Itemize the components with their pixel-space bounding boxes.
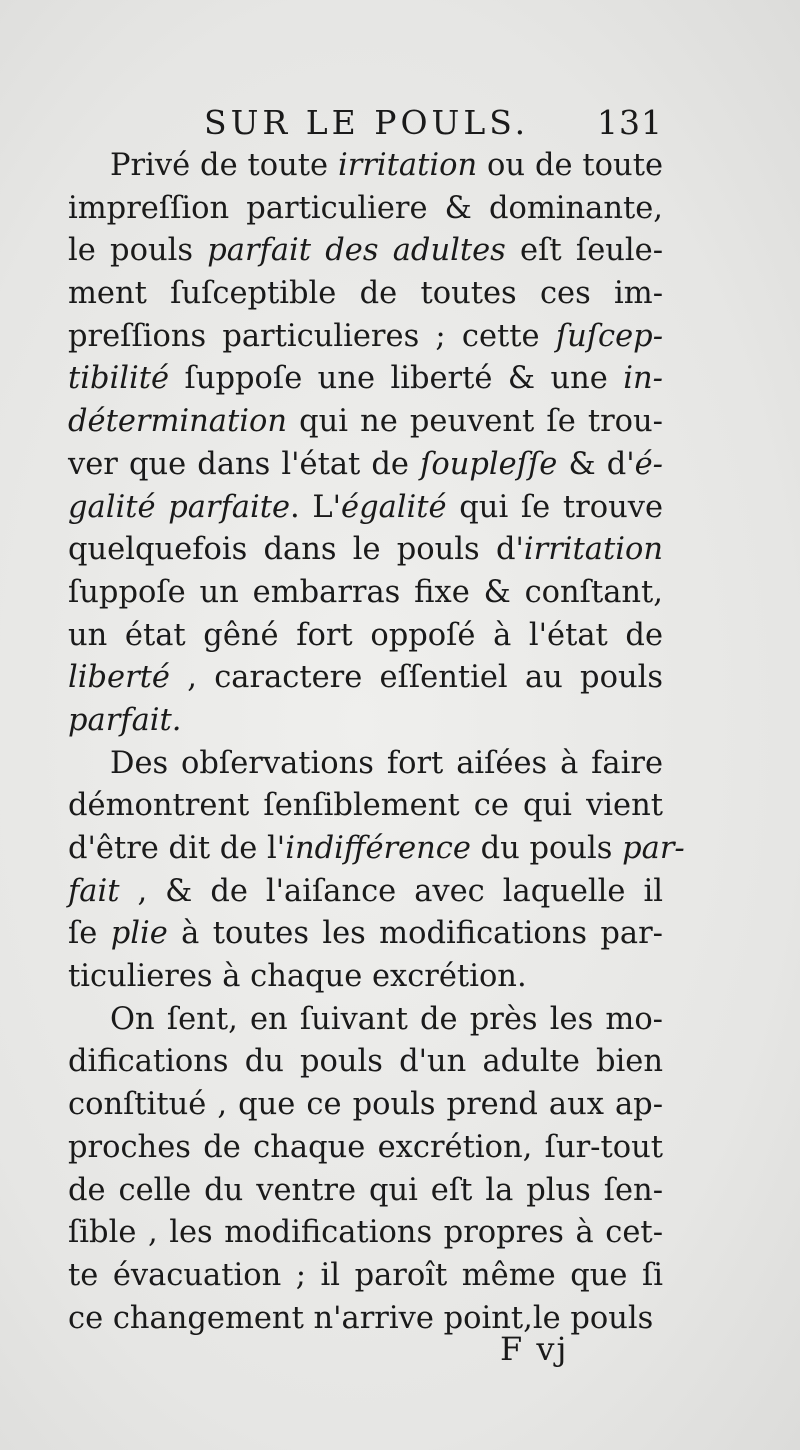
text-line (68, 1041, 663, 1084)
text-run: proches de chaque excrétion, ſur-tout (68, 1129, 663, 1165)
text-run: On ſent, en ſuivant de près les mo- (110, 1001, 663, 1037)
text-line (68, 487, 663, 530)
text-run: ce changement n'arrive point,le pouls (68, 1300, 654, 1336)
text-line (68, 444, 663, 487)
italic-run: liberté (68, 660, 170, 696)
text-line (68, 657, 663, 700)
text-line (68, 358, 663, 401)
text-run: de celle du ventre qui eſt la plus ſen- (68, 1172, 663, 1208)
text-run: , caractere eſſentiel au pouls (169, 660, 663, 696)
text-run: & d' (557, 446, 635, 482)
italic-run: égalité (341, 489, 447, 525)
italic-run: fait (68, 873, 120, 909)
text-run: à toutes les modifications par- (167, 916, 663, 952)
text-line (68, 743, 663, 786)
text-run: ſuppoſe une liberté & une (169, 361, 624, 397)
paragraph (68, 145, 663, 743)
signature-mark: F vj (500, 1330, 569, 1368)
italic-run: ſuſcep- (555, 318, 663, 354)
text-line (68, 1212, 663, 1255)
text-line (68, 230, 663, 273)
text-run: ver que dans l'état de (68, 446, 421, 482)
text-run: quelquefois dans le pouls d' (68, 532, 524, 568)
page-header (68, 103, 663, 143)
text-run: du pouls (470, 831, 623, 866)
text-line (68, 401, 663, 444)
italic-run: indifférence (285, 831, 471, 866)
text-line (68, 1084, 663, 1127)
text-line (68, 529, 663, 572)
text-line (68, 871, 663, 914)
text-run: ticulieres à chaque excrétion. (68, 959, 527, 995)
text-run: Privé de toute (110, 148, 338, 183)
text-run: , & de l'aiſance avec laquelle il (119, 873, 663, 909)
text-line (68, 785, 663, 828)
text-line (68, 1255, 663, 1298)
italic-run: irritation (338, 148, 478, 183)
text-line (68, 615, 663, 658)
text-line (68, 572, 663, 615)
paragraph (68, 743, 685, 999)
text-run: conſtitué , que ce pouls prend aux ap- (68, 1087, 663, 1123)
text-run: preſſions particulieres ; cette (68, 318, 556, 354)
body-text (68, 145, 685, 1340)
text-run: qui ne peuvent ſe trou- (286, 404, 663, 440)
text-run: qui ſe trouve (446, 489, 664, 525)
italic-run: tibilité (68, 361, 170, 397)
italic-run: parfait. (68, 702, 182, 738)
text-run: ou de toute (477, 148, 663, 183)
text-line (68, 273, 663, 316)
text-run: le pouls (68, 233, 208, 269)
text-run: un état gêné fort oppoſé à l'état de (68, 617, 663, 653)
text-run: te évacuation ; il paroît même que ſi (68, 1257, 663, 1293)
italic-run: irritation (523, 532, 663, 568)
italic-run: détermination (68, 404, 287, 440)
text-run: démontrent ſenſiblement ce qui vient (68, 788, 663, 824)
text-line (68, 145, 663, 188)
italic-run: ſoupleſſe (420, 446, 558, 482)
italic-run: plie (110, 916, 168, 952)
text-run: ment ſuſceptible de toutes ces im- (68, 276, 663, 312)
text-run: d'être dit de l' (68, 831, 286, 866)
text-run: . L' (290, 489, 342, 525)
text-line (68, 956, 663, 999)
text-line (68, 828, 685, 871)
text-run: ſuppoſe un embarras fixe & conſtant, (68, 574, 663, 610)
text-run: difications du pouls d'un adulte bien (68, 1044, 663, 1080)
text-run: impreſſion particuliere & dominante, (68, 190, 663, 226)
italic-run: parfait des adultes (207, 233, 506, 269)
text-line (68, 1170, 663, 1213)
text-run: eſt ſeule- (505, 233, 663, 269)
text-line (68, 1298, 663, 1341)
text-line (68, 999, 663, 1042)
italic-run: in- (623, 361, 663, 397)
text-line (68, 1127, 663, 1170)
text-line (68, 188, 663, 231)
running-title: SUR LE POULS. (204, 103, 530, 142)
italic-run: galité parfaite (68, 489, 291, 525)
text-run: ſe (68, 916, 111, 952)
page-number: 131 (597, 103, 663, 142)
text-run: ſible , les modifications propres à cet- (68, 1215, 663, 1251)
text-line (68, 700, 663, 743)
text-line (68, 913, 663, 956)
text-line (68, 316, 663, 359)
text-run: Des obſervations fort aiſées à faire (110, 745, 663, 781)
paragraph (68, 999, 663, 1341)
italic-run: par- (622, 831, 685, 866)
italic-run: é- (634, 446, 663, 482)
